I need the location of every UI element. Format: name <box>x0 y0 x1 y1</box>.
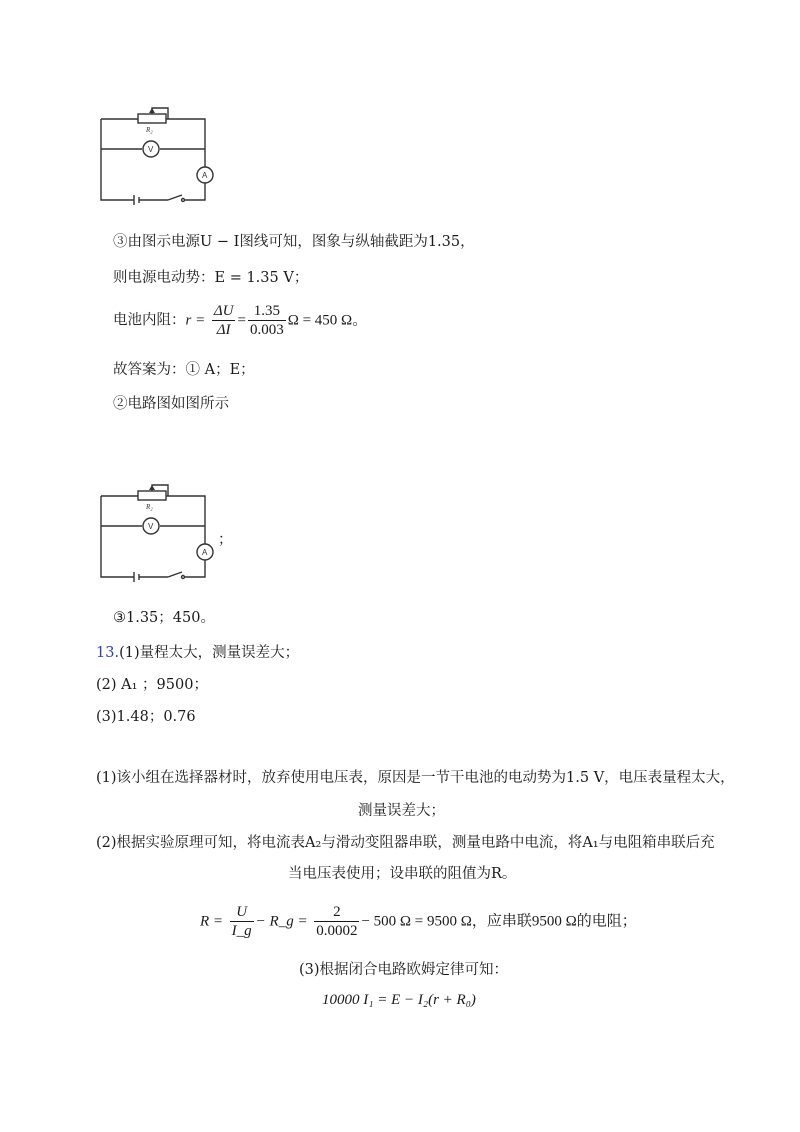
circuit-2-ammeter-label: A <box>202 548 208 557</box>
step3-line-1: ③由图示电源U − I图线可知，图象与纵轴截距为1.35， <box>113 234 475 250</box>
circuit-2-resistor-label: R₂ <box>146 503 153 511</box>
value-0003: 0.003 <box>249 322 284 338</box>
internal-prefix: 电池内阻： <box>113 312 186 329</box>
question-13-answer-1 <box>96 643 299 663</box>
rs-left: R = <box>200 913 224 930</box>
explanation-3-line-1: (3)根据闭合电路欧姆定律可知： <box>299 962 509 978</box>
q13-part1: (1)量程太大，测量误差大； <box>119 645 300 661</box>
answer-3: ③1.35；450。 <box>113 610 215 626</box>
ohm-law-equation: 10000 I₁ = E − I₂(r + R₀) <box>322 992 476 1008</box>
explanation-2-line-1: (2)根据实验原理可知，将电流表A₂与滑动变阻器串联，测量电路中电流，将A₁与电阻箱串联后充 <box>96 835 715 851</box>
explanation-2-line-2: 当电压表使用；设串联的阻值为R。 <box>288 866 517 882</box>
value-2: 2 <box>314 903 359 922</box>
rs-middle: − R_g = <box>255 913 308 930</box>
delta-u: ΔU <box>213 303 234 319</box>
question-13-answer-2: (2) A₁ ；9500； <box>96 677 208 693</box>
circuit-1-ammeter-label: A <box>202 171 208 180</box>
fraction-2-0002 <box>314 903 359 940</box>
explanation-1-line-1: (1)该小组在选择器材时，放弃使用电压表，原因是一节干电池的电动势为1.5 V，电压表量程太大， <box>96 770 735 786</box>
equals-sign: = <box>237 312 246 329</box>
fraction-u-ig <box>230 903 254 940</box>
internal-r: r = <box>185 312 206 329</box>
value-00002: 0.0002 <box>316 923 358 939</box>
question-13-number: 13. <box>96 645 120 661</box>
explanation-1-line-2: 测量误差大； <box>358 803 445 819</box>
internal-resistance-formula <box>113 302 367 339</box>
answer-intro: 故答案为：① A；E； <box>113 362 255 378</box>
question-13-answer-3: (3)1.48；0.76 <box>96 709 196 725</box>
fraction-values <box>248 302 286 339</box>
series-resistance-formula <box>200 903 637 940</box>
circuit-1-resistor-label: R₂ <box>146 126 153 134</box>
step3-line-2: 则电源电动势：E = 1.35 V； <box>113 270 309 286</box>
rs-result: − 500 Ω = 9500 Ω，应串联9500 Ω的电阻； <box>361 913 637 930</box>
circuit-2-voltmeter-label: V <box>148 522 154 531</box>
circuit-2-suffix: ； <box>218 532 233 548</box>
u-symbol: U <box>230 903 254 922</box>
value-135: 1.35 <box>248 302 286 321</box>
circuit-diagram-1 <box>96 105 220 205</box>
fraction-delta <box>212 302 236 339</box>
answer-2: ②电路图如图所示 <box>113 396 229 412</box>
ig-symbol: I_g <box>231 923 252 939</box>
internal-result: Ω = 450 Ω。 <box>287 312 368 329</box>
delta-i: ΔI <box>216 322 231 338</box>
circuit-1-voltmeter-label: V <box>148 145 154 154</box>
circuit-diagram-2 <box>96 482 220 582</box>
